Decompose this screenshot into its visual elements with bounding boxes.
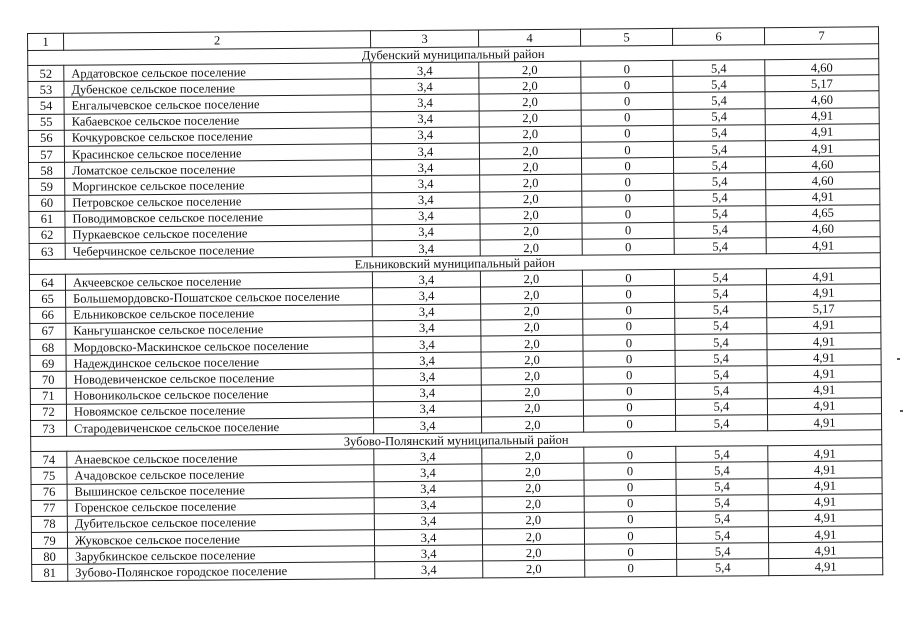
- value-col-4: 2,0: [481, 384, 583, 401]
- scan-speck: [900, 410, 903, 412]
- value-col-3: 3,4: [372, 175, 480, 192]
- value-col-3: 3,4: [373, 287, 481, 304]
- value-col-6: 5,4: [675, 366, 767, 383]
- value-col-4: 2,0: [481, 368, 583, 385]
- row-number: 63: [29, 243, 65, 259]
- settlement-name: Новоникольское сельское поселение: [66, 385, 373, 404]
- value-col-3: 3,4: [374, 529, 482, 546]
- value-col-5: 0: [583, 351, 675, 368]
- value-col-3: 3,4: [373, 401, 481, 418]
- value-col-4: 2,0: [480, 174, 582, 191]
- value-col-3: 3,4: [373, 304, 481, 321]
- settlement-name: Стародевиченское сельское поселение: [67, 418, 374, 437]
- value-col-4: 2,0: [481, 335, 583, 352]
- value-col-7: 5,17: [765, 75, 879, 92]
- value-col-6: 5,4: [674, 222, 766, 239]
- row-number: 67: [30, 323, 66, 339]
- value-col-3: 3,4: [373, 385, 481, 402]
- row-number: 65: [30, 291, 66, 307]
- value-col-6: 5,4: [673, 76, 765, 93]
- value-col-4: 2,0: [480, 239, 582, 256]
- value-col-6: 5,4: [676, 462, 768, 479]
- value-col-6: 5,4: [673, 124, 765, 141]
- value-col-7: 4,60: [765, 59, 879, 76]
- value-col-3: 3,4: [373, 336, 481, 353]
- value-col-3: 3,4: [371, 62, 479, 79]
- value-col-7: 4,91: [768, 414, 882, 431]
- row-number: 74: [31, 451, 67, 467]
- settlement-name: Чеберчинское сельское поселение: [65, 241, 372, 260]
- value-col-7: 4,91: [768, 477, 882, 494]
- value-col-5: 0: [581, 109, 673, 126]
- value-col-4: 2,0: [481, 400, 583, 417]
- value-col-5: 0: [583, 286, 675, 303]
- value-col-3: 3,4: [371, 143, 479, 160]
- row-number: 55: [28, 114, 64, 130]
- value-col-5: 0: [582, 190, 674, 207]
- settlement-name: Ачадовское сельское поселение: [67, 465, 374, 484]
- value-col-4: 2,0: [480, 270, 582, 287]
- value-col-7: 4,91: [765, 107, 879, 124]
- value-col-3: 3,4: [372, 240, 480, 257]
- value-col-6: 5,4: [675, 301, 767, 318]
- district-title: Зубово-Полянский муниципальный район: [31, 430, 882, 452]
- value-col-3: 3,4: [374, 464, 482, 481]
- value-col-4: 2,0: [479, 77, 581, 94]
- value-col-7: 4,91: [768, 445, 882, 462]
- row-number: 59: [29, 179, 65, 195]
- row-number: 60: [29, 195, 65, 211]
- value-col-3: 3,4: [373, 320, 481, 337]
- row-number: 72: [30, 404, 66, 420]
- value-col-6: 5,4: [673, 92, 765, 109]
- value-col-6: 5,4: [676, 494, 768, 511]
- value-col-4: 2,0: [479, 61, 581, 78]
- value-col-7: 4,91: [765, 140, 879, 157]
- value-col-4: 2,0: [481, 287, 583, 304]
- row-number: 69: [30, 355, 66, 371]
- settlement-name: Каньгушанское сельское поселение: [66, 321, 373, 340]
- value-col-4: 2,0: [482, 512, 584, 529]
- settlement-name: Мордовско-Маскинское сельское поселение: [66, 337, 373, 356]
- settlement-name: Моргинское сельское поселение: [65, 176, 372, 195]
- value-col-6: 5,4: [676, 446, 768, 463]
- value-col-4: 2,0: [481, 319, 583, 336]
- value-col-4: 2,0: [483, 544, 585, 561]
- value-col-5: 0: [584, 463, 676, 480]
- settlement-name: Горенское сельское поселение: [67, 497, 374, 516]
- row-number: 81: [32, 565, 68, 581]
- row-number: 80: [32, 548, 68, 564]
- table-body: [28, 27, 883, 581]
- settlement-name: Кабаевское сельское поселение: [64, 111, 371, 130]
- column-header: 5: [580, 28, 672, 46]
- value-col-5: 0: [583, 367, 675, 384]
- value-col-3: 3,4: [371, 127, 479, 144]
- value-col-4: 2,0: [482, 496, 584, 513]
- value-col-5: 0: [582, 270, 674, 287]
- value-col-6: 5,4: [677, 559, 769, 576]
- settlement-name: Енгалычевское сельское поселение: [64, 95, 371, 114]
- settlement-name: Петровское сельское поселение: [65, 192, 372, 211]
- settlement-name: Жуковское сельское поселение: [67, 530, 374, 549]
- row-number: 70: [30, 372, 66, 388]
- row-number: 56: [28, 130, 64, 146]
- value-col-7: 4,65: [766, 204, 880, 221]
- value-col-7: 5,17: [767, 300, 881, 317]
- value-col-3: 3,4: [373, 352, 481, 369]
- value-col-6: 5,4: [674, 238, 766, 255]
- value-col-5: 0: [583, 318, 675, 335]
- value-col-4: 2,0: [479, 126, 581, 143]
- settlement-name: Новодевиченское сельское поселение: [66, 369, 373, 388]
- value-col-5: 0: [581, 77, 673, 94]
- row-number: 66: [30, 307, 66, 323]
- value-col-6: 5,4: [674, 189, 766, 206]
- value-col-3: 3,4: [371, 111, 479, 128]
- row-number: 52: [28, 65, 64, 81]
- value-col-7: 4,91: [768, 461, 882, 478]
- value-col-5: 0: [584, 415, 676, 432]
- value-col-6: 5,4: [673, 108, 765, 125]
- row-number: 57: [28, 146, 64, 162]
- data-table: [27, 26, 883, 581]
- value-col-6: 5,4: [674, 269, 766, 286]
- value-col-3: 3,4: [371, 94, 479, 111]
- value-col-3: 3,4: [375, 545, 483, 562]
- value-col-4: 2,0: [480, 223, 582, 240]
- district-title: Ельниковский муниципальный район: [29, 253, 880, 275]
- row-number: 76: [31, 484, 67, 500]
- row-number: 77: [31, 500, 67, 516]
- value-col-6: 5,4: [675, 285, 767, 302]
- value-col-4: 2,0: [482, 416, 584, 433]
- value-col-5: 0: [585, 544, 677, 561]
- settlement-name: Анаевское сельское поселение: [67, 449, 374, 468]
- value-col-7: 4,91: [768, 526, 882, 543]
- value-col-6: 5,4: [675, 318, 767, 335]
- value-col-7: 4,91: [767, 381, 881, 398]
- column-header: 1: [28, 33, 64, 50]
- row-number: 61: [29, 211, 65, 227]
- value-col-3: 3,4: [374, 448, 482, 465]
- value-col-7: 4,91: [767, 333, 881, 350]
- value-col-5: 0: [583, 334, 675, 351]
- value-col-6: 5,4: [675, 382, 767, 399]
- value-col-6: 5,4: [676, 415, 768, 432]
- value-col-5: 0: [583, 302, 675, 319]
- value-col-7: 4,91: [767, 317, 881, 334]
- value-col-7: 4,91: [769, 558, 883, 575]
- value-col-4: 2,0: [482, 463, 584, 480]
- value-col-3: 3,4: [374, 497, 482, 514]
- settlement-name: Акчеевское сельское поселение: [65, 272, 372, 291]
- value-col-6: 5,4: [674, 205, 766, 222]
- value-col-3: 3,4: [374, 513, 482, 530]
- settlement-name: Красинское сельское поселение: [64, 144, 371, 163]
- row-number: 71: [30, 388, 66, 404]
- settlement-name: Пуркаевское сельское поселение: [65, 225, 372, 244]
- value-col-5: 0: [583, 383, 675, 400]
- value-col-4: 2,0: [479, 142, 581, 159]
- value-col-6: 5,4: [676, 478, 768, 495]
- value-col-7: 4,60: [765, 156, 879, 173]
- row-number: 73: [31, 420, 67, 436]
- value-col-4: 2,0: [482, 480, 584, 497]
- value-col-3: 3,4: [373, 368, 481, 385]
- value-col-6: 5,4: [676, 511, 768, 528]
- value-col-4: 2,0: [479, 94, 581, 111]
- settlement-name: Зубово-Полянское городское поселение: [68, 562, 375, 581]
- value-col-3: 3,4: [374, 417, 482, 434]
- value-col-7: 4,60: [766, 172, 880, 189]
- column-header: 6: [672, 28, 764, 46]
- value-col-4: 2,0: [480, 158, 582, 175]
- row-number: 79: [31, 532, 67, 548]
- value-col-4: 2,0: [480, 191, 582, 208]
- settlement-name: Поводимовское сельское поселение: [65, 208, 372, 227]
- settlement-name: Кочкуровское сельское поселение: [64, 128, 371, 147]
- value-col-3: 3,4: [375, 561, 483, 578]
- column-header: 7: [764, 27, 878, 45]
- value-col-5: 0: [581, 125, 673, 142]
- value-col-3: 3,4: [372, 224, 480, 241]
- row-number: 54: [28, 98, 64, 114]
- value-col-4: 2,0: [480, 207, 582, 224]
- value-col-6: 5,4: [675, 350, 767, 367]
- value-col-3: 3,4: [374, 480, 482, 497]
- value-col-7: 4,91: [768, 510, 882, 527]
- value-col-6: 5,4: [673, 60, 765, 77]
- value-col-5: 0: [584, 479, 676, 496]
- value-col-3: 3,4: [372, 208, 480, 225]
- value-col-6: 5,4: [675, 334, 767, 351]
- value-col-3: 3,4: [372, 271, 480, 288]
- settlement-name: Ельниковское сельское поселение: [66, 304, 373, 323]
- value-col-7: 4,91: [766, 237, 880, 254]
- value-col-3: 3,4: [371, 78, 479, 95]
- value-col-5: 0: [585, 560, 677, 577]
- settlement-name: Надеждинское сельское поселение: [66, 353, 373, 372]
- value-col-4: 2,0: [482, 528, 584, 545]
- value-col-5: 0: [582, 238, 674, 255]
- value-col-7: 4,91: [767, 365, 881, 382]
- value-col-5: 0: [581, 93, 673, 110]
- settlement-name: Большемордовско-Пошатское сельское поселение: [66, 288, 373, 307]
- value-col-6: 5,4: [674, 173, 766, 190]
- value-col-7: 4,91: [769, 542, 883, 559]
- value-col-7: 4,91: [768, 493, 882, 510]
- value-col-5: 0: [581, 60, 673, 77]
- row-number: 64: [29, 274, 65, 290]
- value-col-6: 5,4: [673, 157, 765, 174]
- column-header: 2: [64, 31, 371, 50]
- value-col-6: 5,4: [673, 141, 765, 158]
- value-col-5: 0: [582, 206, 674, 223]
- value-col-7: 4,91: [766, 188, 880, 205]
- settlement-name: Зарубкинское сельское поселение: [68, 546, 375, 565]
- value-col-3: 3,4: [372, 191, 480, 208]
- value-col-7: 4,91: [765, 124, 879, 141]
- settlement-name: Дубительское сельское поселение: [67, 514, 374, 533]
- value-col-5: 0: [583, 399, 675, 416]
- settlement-name: Новоямское сельское поселение: [66, 402, 373, 421]
- value-col-7: 4,60: [765, 91, 879, 108]
- value-col-5: 0: [581, 141, 673, 158]
- row-number: 62: [29, 227, 65, 243]
- row-number: 58: [29, 162, 65, 178]
- value-col-5: 0: [582, 174, 674, 191]
- row-number: 53: [28, 81, 64, 97]
- settlement-name: Вышинское сельское поселение: [67, 481, 374, 500]
- value-col-6: 5,4: [676, 527, 768, 544]
- value-col-4: 2,0: [481, 303, 583, 320]
- row-number: 75: [31, 468, 67, 484]
- settlement-name: Ломатское сельское поселение: [65, 160, 372, 179]
- value-col-5: 0: [582, 222, 674, 239]
- value-col-5: 0: [584, 447, 676, 464]
- settlement-name: Ардатовское сельское поселение: [64, 63, 371, 82]
- scan-speck: [897, 358, 900, 360]
- value-col-5: 0: [584, 495, 676, 512]
- column-header: 4: [478, 29, 580, 47]
- row-number: 68: [30, 339, 66, 355]
- value-col-7: 4,60: [766, 221, 880, 238]
- value-col-7: 4,91: [767, 284, 881, 301]
- column-header: 3: [370, 30, 478, 48]
- value-col-5: 0: [582, 158, 674, 175]
- row-number: 78: [31, 516, 67, 532]
- value-col-5: 0: [584, 527, 676, 544]
- value-col-4: 2,0: [479, 110, 581, 127]
- value-col-4: 2,0: [483, 561, 585, 578]
- value-col-7: 4,91: [766, 268, 880, 285]
- value-col-3: 3,4: [372, 159, 480, 176]
- value-col-5: 0: [584, 511, 676, 528]
- value-col-4: 2,0: [481, 351, 583, 368]
- value-col-7: 4,91: [767, 349, 881, 366]
- settlement-name: Дубенское сельское поселение: [64, 79, 371, 98]
- value-col-6: 5,4: [677, 543, 769, 560]
- value-col-7: 4,91: [767, 398, 881, 415]
- district-title: Дубенский муниципальный район: [28, 44, 879, 66]
- value-col-4: 2,0: [482, 447, 584, 464]
- value-col-6: 5,4: [675, 398, 767, 415]
